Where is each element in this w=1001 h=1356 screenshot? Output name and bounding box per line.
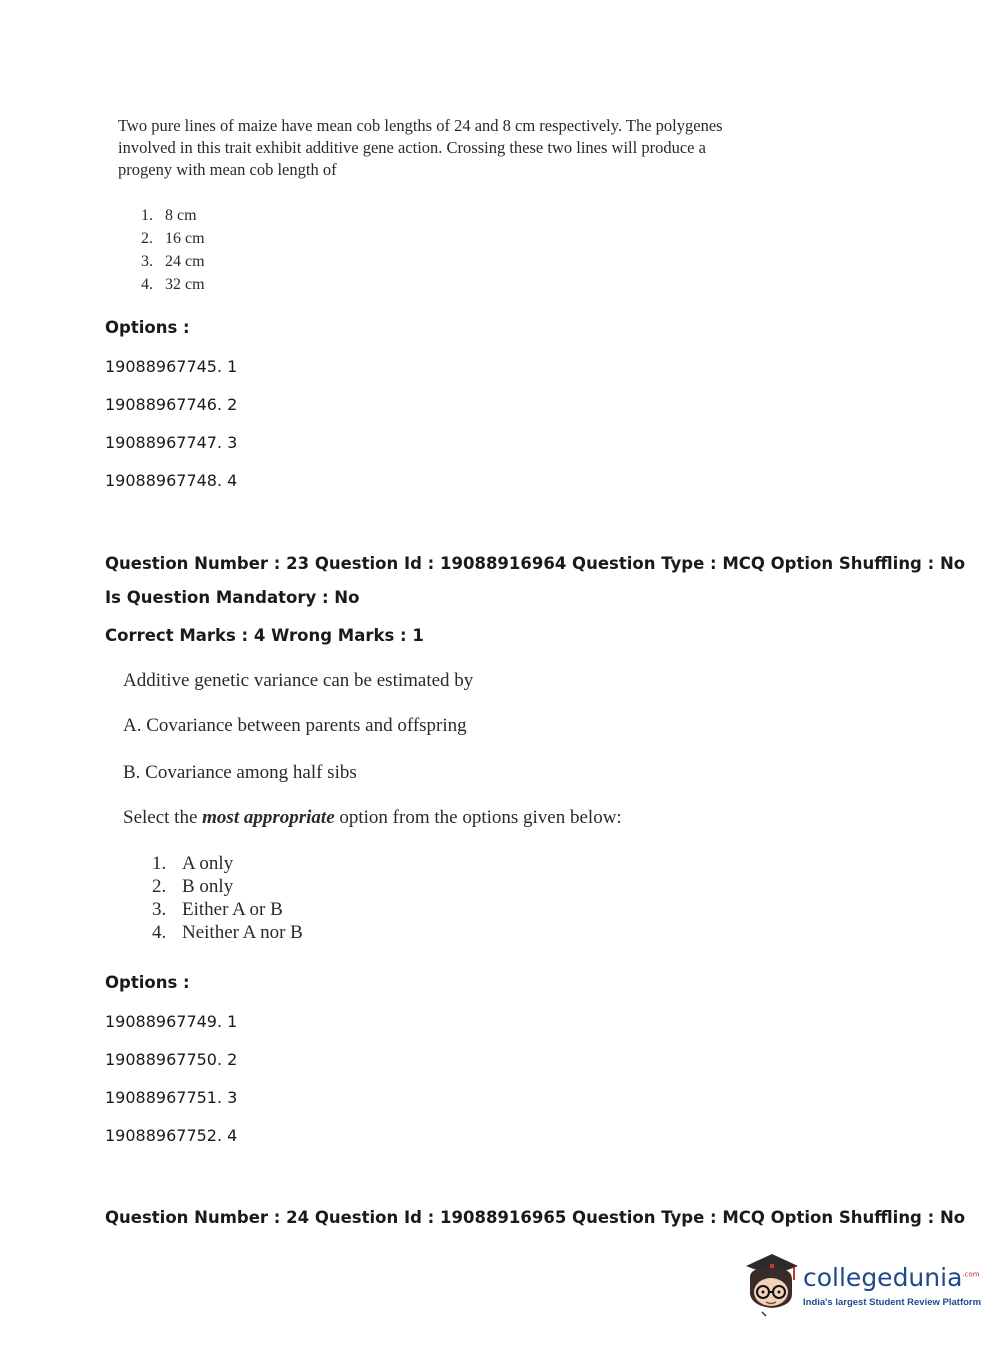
q23-stem: Additive genetic variance can be estimated by bbox=[123, 670, 474, 691]
list-item: 3. 24 cm bbox=[141, 253, 205, 270]
q24-header: Question Number : 24 Question Id : 19088916965 Question Type : MCQ Option Shuffling : No bbox=[105, 1208, 966, 1227]
q23-marks: Correct Marks : 4 Wrong Marks : 1 bbox=[105, 626, 424, 645]
q23-mandatory: Is Question Mandatory : No bbox=[105, 588, 360, 607]
q23-statement-a: A. Covariance between parents and offspring bbox=[123, 715, 467, 736]
list-item: 2. 16 cm bbox=[141, 230, 205, 247]
list-item: 1. 8 cm bbox=[141, 207, 197, 224]
option-item: 19088967749. 1 bbox=[105, 1012, 238, 1031]
q22-stem-line: progeny with mean cob length of bbox=[118, 160, 337, 179]
q23-header: Question Number : 23 Question Id : 19088916964 Question Type : MCQ Option Shuffling : No bbox=[105, 554, 966, 573]
q23-instruction-emphasis: most appropriate bbox=[202, 807, 335, 828]
q22-stem-line: Two pure lines of maize have mean cob lengths of 24 and 8 cm respectively. The polygenes bbox=[118, 116, 723, 135]
option-item: 19088967747. 3 bbox=[105, 433, 238, 452]
option-item: 19088967745. 1 bbox=[105, 357, 238, 376]
option-item: 19088967746. 2 bbox=[105, 395, 238, 414]
q23-options-label: Options : bbox=[105, 973, 190, 992]
q22-stem-line: involved in this trait exhibit additive gene action. Crossing these two lines will produce a bbox=[118, 138, 706, 157]
list-item: 4. 32 cm bbox=[141, 276, 205, 293]
list-item: 4. Neither A nor B bbox=[152, 922, 303, 943]
q22-choice-list bbox=[141, 204, 205, 296]
logo-wordmark: collegedunia$^{.com}$ bbox=[803, 1263, 980, 1292]
q23-instruction: Select the most appropriate option from the options given below: bbox=[123, 807, 622, 828]
list-item: 3. Either A or B bbox=[152, 899, 283, 920]
q22-options-label: Options : bbox=[105, 318, 190, 337]
q23-choice-list bbox=[152, 852, 303, 944]
option-item: 19088967750. 2 bbox=[105, 1050, 238, 1069]
list-item: 1. A only bbox=[152, 853, 234, 874]
logo-com: .com bbox=[962, 1270, 980, 1279]
option-item: 19088967752. 4 bbox=[105, 1126, 238, 1145]
logo-tagline: India's largest Student Review Platform bbox=[803, 1297, 982, 1308]
q22-stem bbox=[118, 115, 723, 181]
list-item: 2. B only bbox=[152, 876, 234, 897]
mascot-icon bbox=[740, 1250, 802, 1318]
option-item: 19088967748. 4 bbox=[105, 471, 238, 490]
option-item: 19088967751. 3 bbox=[105, 1088, 238, 1107]
collegedunia-logo bbox=[740, 1250, 982, 1320]
q23-statement-b: B. Covariance among half sibs bbox=[123, 762, 357, 783]
